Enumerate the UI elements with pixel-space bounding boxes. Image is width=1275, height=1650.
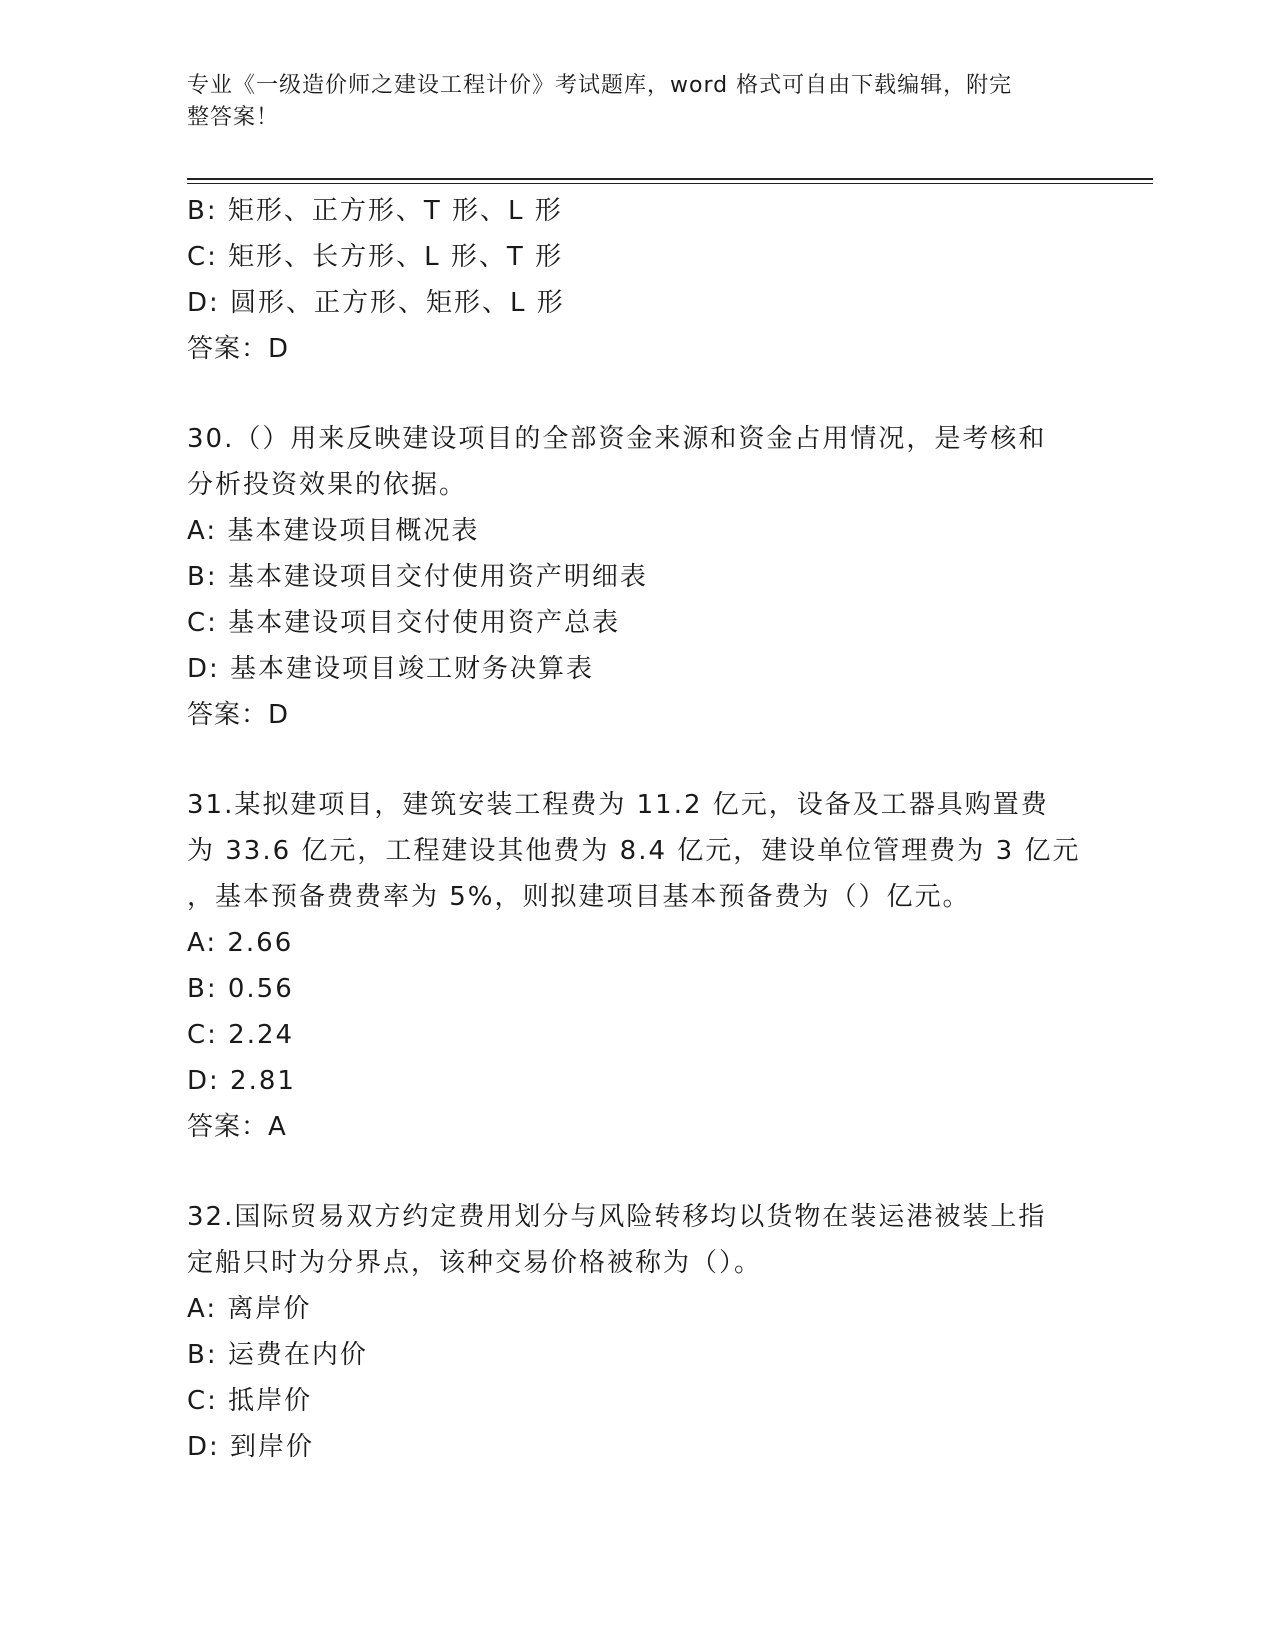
answer: 答案：A (187, 1112, 287, 1142)
question-text-line: 32.国际贸易双方约定费用划分与风险转移均以货物在装运港被装上指 (187, 1202, 1047, 1232)
option-c: C: 矩形、长方形、L 形、T 形 (187, 242, 564, 272)
option-b: B: 0.56 (187, 974, 294, 1004)
option-d: D: 2.81 (187, 1066, 296, 1096)
option-b: B: 矩形、正方形、T 形、L 形 (187, 196, 563, 226)
option-b: B: 运费在内价 (187, 1340, 368, 1370)
header-divider-thin (187, 183, 1153, 184)
question-text-line: ，基本预备费费率为 5%，则拟建项目基本预备费为（）亿元。 (187, 882, 971, 912)
header-divider-thick (187, 178, 1153, 180)
option-d: D: 基本建设项目竣工财务决算表 (187, 654, 595, 684)
option-c: C: 抵岸价 (187, 1386, 313, 1416)
document-header (187, 70, 1067, 134)
question-block (187, 1194, 1087, 1470)
option-c: C: 2.24 (187, 1020, 295, 1050)
answer: 答案：D (187, 700, 290, 730)
option-d: D: 到岸价 (187, 1432, 315, 1462)
option-b: B: 基本建设项目交付使用资产明细表 (187, 562, 648, 592)
question-list (187, 188, 1087, 1470)
question-block (187, 782, 1087, 1150)
question-text-line: 31.某拟建项目，建筑安装工程费为 11.2 亿元，设备及工器具购置费 (187, 790, 1049, 820)
question-block (187, 416, 1087, 738)
question-block (187, 188, 1087, 372)
question-text-line: 为 33.6 亿元，工程建设其他费为 8.4 亿元，建设单位管理费为 3 亿元 (187, 836, 1081, 866)
option-a: A: 基本建设项目概况表 (187, 516, 480, 546)
header-line-2: 整答案！ (187, 105, 280, 130)
option-a: A: 离岸价 (187, 1294, 312, 1324)
option-d: D: 圆形、正方形、矩形、L 形 (187, 288, 565, 318)
question-text-line: 定船只时为分界点，该种交易价格被称为（）。 (187, 1248, 763, 1278)
option-c: C: 基本建设项目交付使用资产总表 (187, 608, 621, 638)
header-line-1: 专业《一级造价师之建设工程计价》考试题库，word 格式可自由下载编辑，附完 (187, 73, 1013, 98)
question-text-line: 分析投资效果的依据。 (187, 470, 468, 500)
option-a: A: 2.66 (187, 928, 294, 958)
question-text-line: 30.（）用来反映建设项目的全部资金来源和资金占用情况，是考核和 (187, 424, 1047, 454)
answer: 答案：D (187, 334, 290, 364)
